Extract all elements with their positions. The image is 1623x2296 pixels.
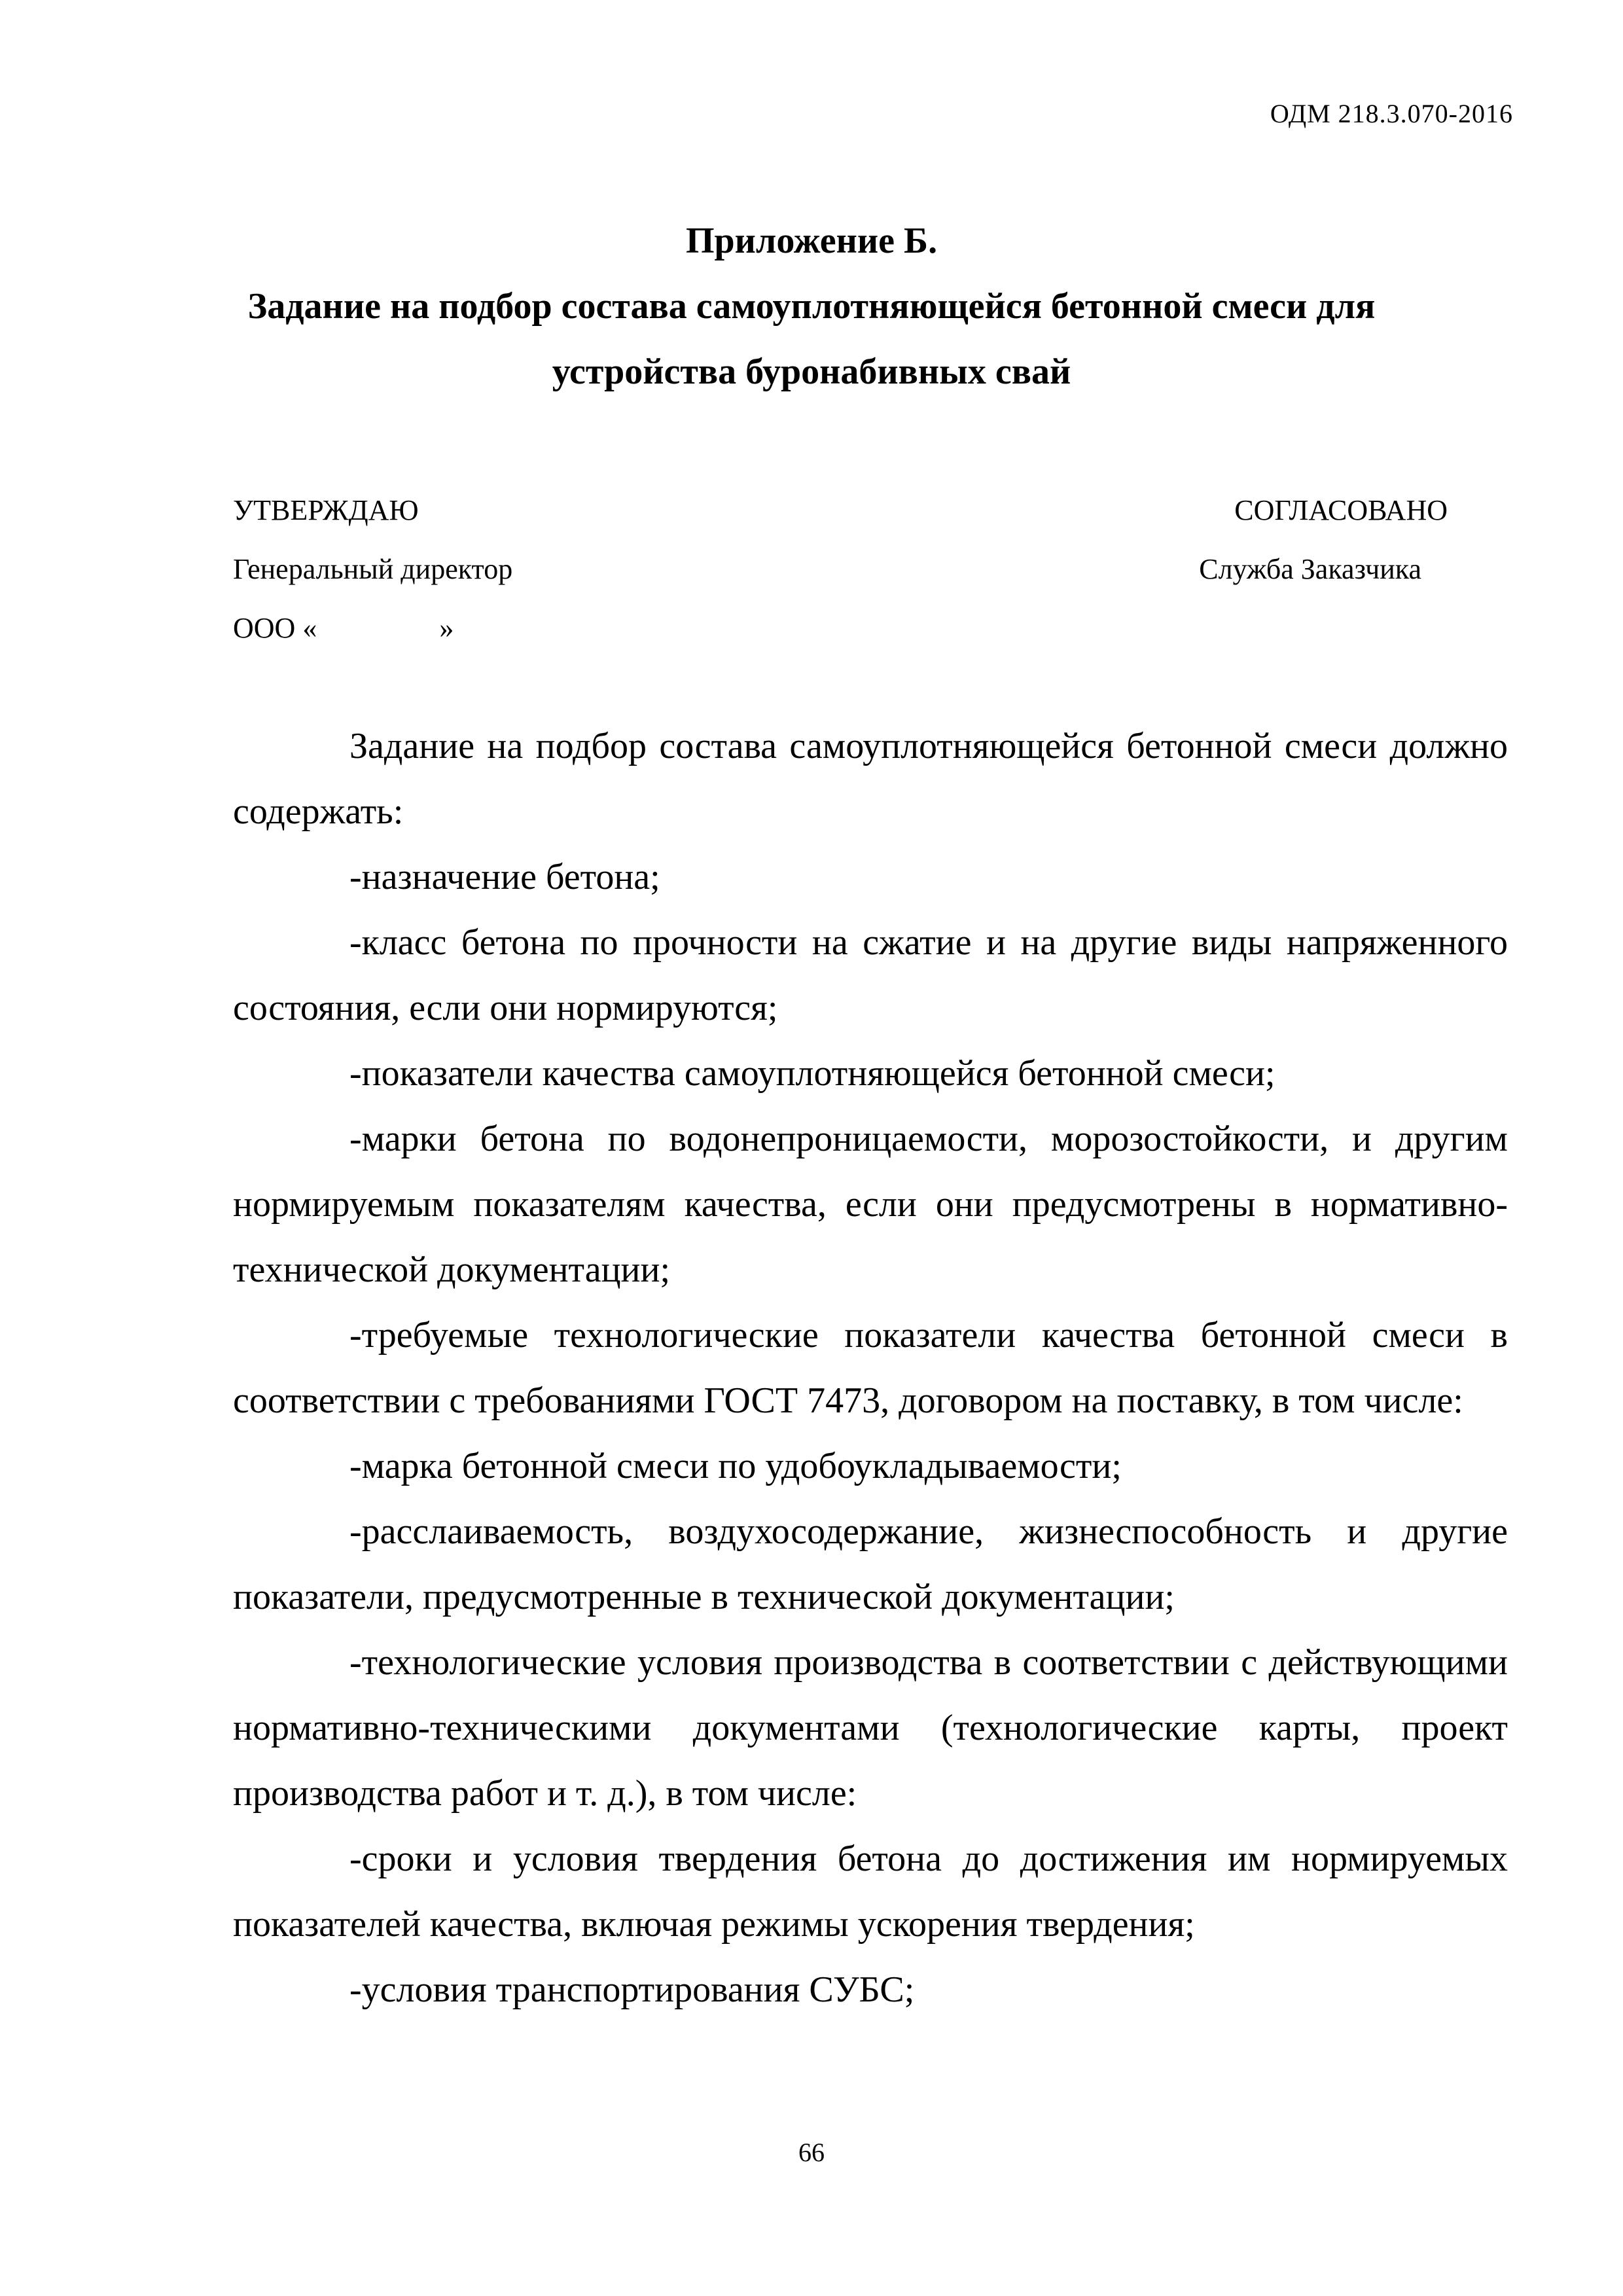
- list-item: -показатели качества самоуплотняющейся бетонной смеси;: [349, 1053, 1275, 1094]
- list-item: -класс бетона по прочности на сжатие и на другие виды напряженного состояния, если они нормируются;: [233, 922, 1508, 1028]
- list-item: -технологические условия производства в соответствии с действующими нормативно-техническими документами (технологические карты, проект производства работ и т. д.), в том числе:: [233, 1642, 1508, 1814]
- list-item: -расслаиваемость, воздухосодержание, жизнеспособность и другие показатели, предусмотренные в технической документации;: [233, 1511, 1508, 1617]
- body-paragraph: Задание на подбор состава самоуплотняющейся бетонной смеси должно содержать:: [233, 726, 1508, 832]
- page-number: 66: [798, 2138, 825, 2167]
- appendix-subtitle-line-2: устройства буронабивных свай: [552, 351, 1071, 392]
- agreed-organization: Служба Заказчика: [1199, 553, 1421, 585]
- approver-position: Генеральный директор: [233, 553, 513, 585]
- list-item: -сроки и условия твердения бетона до достижения им нормируемых показателей качества, включая режимы ускорения твердения;: [233, 1839, 1508, 1945]
- appendix-title: [0, 208, 1623, 404]
- list-item: -назначение бетона;: [349, 857, 660, 897]
- appendix-heading: Приложение Б.: [685, 221, 938, 261]
- approval-block-left: [233, 481, 512, 658]
- document-code: ОДМ 218.3.070-2016: [1270, 99, 1513, 128]
- list-item: -марка бетонной смеси по удобоукладываемости;: [349, 1446, 1122, 1486]
- approver-organization: ООО « »: [233, 612, 454, 644]
- approval-block-right: [1199, 481, 1448, 599]
- list-item: -требуемые технологические показатели качества бетонной смеси в соответствии с требованиями ГОСТ 7473, договором на поставку, в том числе:: [233, 1315, 1508, 1421]
- appendix-subtitle-line-1: Задание на подбор состава самоуплотняющейся бетонной смеси для: [247, 286, 1376, 327]
- approve-heading: УТВЕРЖДАЮ: [233, 494, 419, 526]
- list-item: -марки бетона по водонепроницаемости, морозостойкости, и другим нормируемым показателям качества, если они предусмотрены в нормативно-технической документации;: [233, 1119, 1508, 1290]
- list-item: -условия транспортирования СУБС;: [349, 1969, 915, 2010]
- agreed-heading: СОГЛАСОВАНО: [1234, 494, 1448, 526]
- body-text: [233, 713, 1508, 2022]
